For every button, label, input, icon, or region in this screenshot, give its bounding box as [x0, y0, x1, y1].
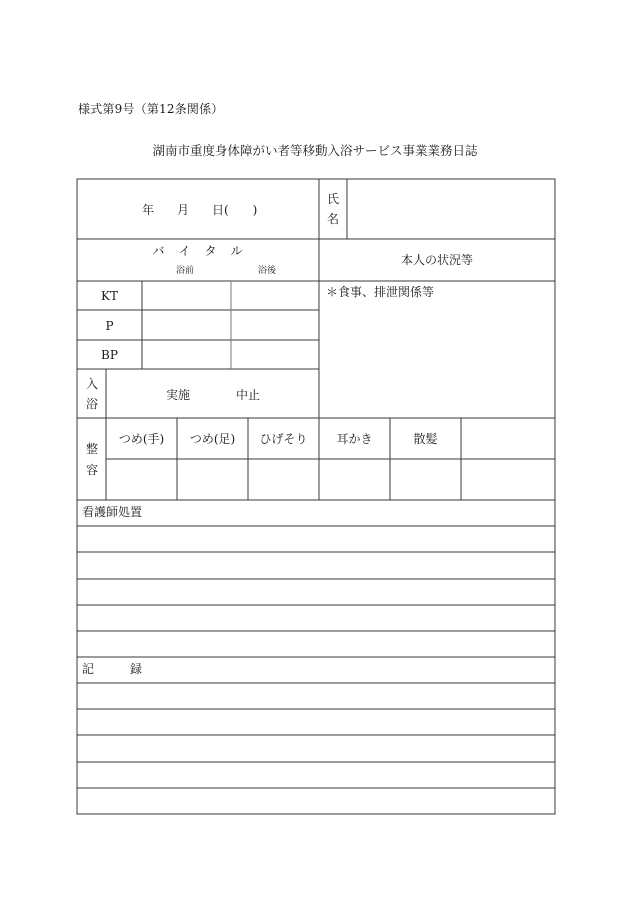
grooming-label-2: 容 [85, 463, 98, 477]
vital-row-bp: BP [101, 348, 118, 362]
bathing-done[interactable]: 実施 [166, 388, 191, 402]
name-label-1: 氏 [326, 192, 339, 206]
form-title: 湖南市重度身体障がい者等移動入浴サービス事業業務日誌 [152, 143, 478, 158]
vital-row-kt: KT [101, 289, 118, 303]
grooming-item: ひげそり [259, 432, 308, 446]
grooming-item: つめ(手) [118, 432, 165, 446]
condition-note: ＊食事、排泄関係等 [326, 285, 435, 299]
before-bath-label: 浴前 [176, 266, 195, 276]
table-border [77, 179, 555, 814]
year-label: 年 [142, 203, 155, 217]
grooming-item: 耳かき [336, 432, 373, 446]
grooming-label-1: 整 [85, 442, 98, 456]
name-field[interactable] [348, 180, 554, 238]
day-weekday-label: 日( ) [212, 203, 258, 217]
bathing-label-2: 浴 [85, 397, 98, 411]
form-number: 様式第9号（第12条関係） [78, 102, 224, 116]
month-label: 月 [177, 203, 190, 217]
bathing-cancelled[interactable]: 中止 [236, 388, 261, 402]
record-label-2: 録 [130, 662, 143, 676]
nurse-treatment-label: 看護師処置 [82, 505, 143, 519]
name-label-2: 名 [326, 212, 339, 226]
bathing-label-1: 入 [85, 377, 98, 391]
vitals-heading: バ イ タ ル [152, 244, 244, 258]
grooming-item: 散髪 [413, 432, 438, 446]
after-bath-label: 浴後 [258, 266, 277, 276]
record-label-1: 記 [82, 662, 95, 676]
vital-row-p: P [105, 319, 114, 333]
grooming-item: つめ(足) [189, 432, 236, 446]
condition-heading: 本人の状況等 [400, 253, 473, 267]
